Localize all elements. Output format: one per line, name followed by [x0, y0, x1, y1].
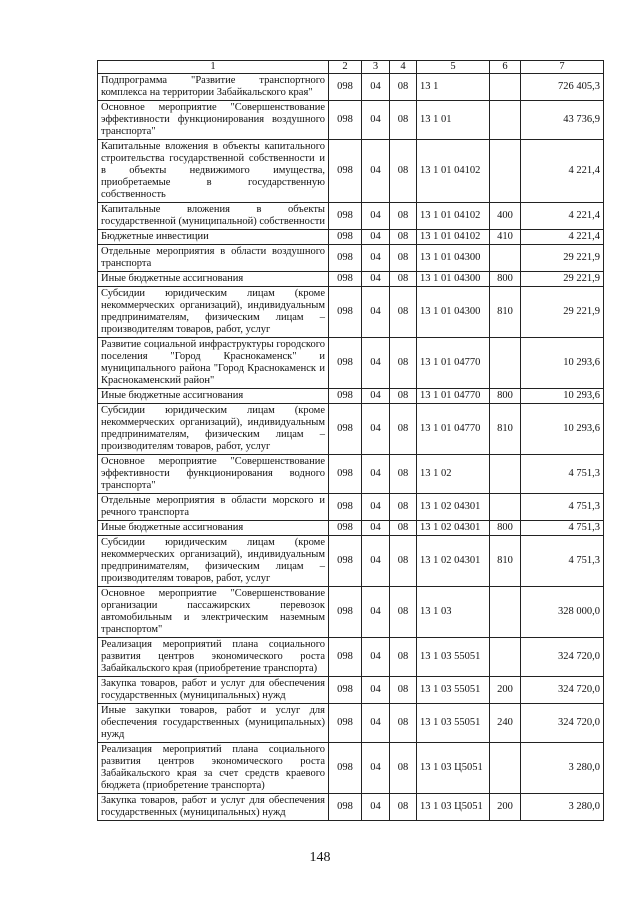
table-row — [98, 287, 604, 338]
row-section-cell: 04 — [362, 794, 390, 821]
row-code-cell: 098 — [329, 338, 362, 389]
row-code-cell: 098 — [329, 389, 362, 404]
row-subsection-cell: 08 — [390, 389, 417, 404]
row-section-cell: 04 — [362, 677, 390, 704]
row-subsection-cell: 08 — [390, 230, 417, 245]
row-section-cell: 04 — [362, 74, 390, 101]
row-amount-cell: 10 293,6 — [521, 404, 604, 455]
row-amount-cell: 4 221,4 — [521, 203, 604, 230]
row-section-cell: 04 — [362, 521, 390, 536]
row-type-cell: 810 — [490, 404, 521, 455]
row-name-cell: Реализация мероприятий плана социального развития центров экономического роста Забайкальского края (приобретение транспорта) — [98, 638, 329, 677]
row-type-cell: 410 — [490, 230, 521, 245]
row-subsection-cell: 08 — [390, 287, 417, 338]
row-target-cell: 13 1 — [417, 74, 490, 101]
column-header: 3 — [362, 61, 390, 74]
table-row — [98, 74, 604, 101]
column-header: 2 — [329, 61, 362, 74]
row-name-cell: Капитальные вложения в объекты государственной (муниципальной) собственности — [98, 203, 329, 230]
row-subsection-cell: 08 — [390, 245, 417, 272]
column-header: 6 — [490, 61, 521, 74]
row-target-cell: 13 1 03 — [417, 587, 490, 638]
row-subsection-cell: 08 — [390, 494, 417, 521]
table-row — [98, 245, 604, 272]
row-target-cell: 13 1 01 04770 — [417, 389, 490, 404]
row-section-cell: 04 — [362, 287, 390, 338]
row-amount-cell: 10 293,6 — [521, 389, 604, 404]
row-type-cell: 810 — [490, 287, 521, 338]
row-target-cell: 13 1 01 04770 — [417, 404, 490, 455]
row-amount-cell: 3 280,0 — [521, 794, 604, 821]
column-header: 5 — [417, 61, 490, 74]
row-amount-cell: 3 280,0 — [521, 743, 604, 794]
row-amount-cell: 324 720,0 — [521, 704, 604, 743]
table-row — [98, 587, 604, 638]
row-type-cell — [490, 743, 521, 794]
row-target-cell: 13 1 01 04102 — [417, 230, 490, 245]
row-target-cell: 13 1 03 55051 — [417, 704, 490, 743]
row-name-cell: Подпрограмма "Развитие транспортного комплекса на территории Забайкальского края" — [98, 74, 329, 101]
column-header: 7 — [521, 61, 604, 74]
row-amount-cell: 4 751,3 — [521, 494, 604, 521]
row-code-cell: 098 — [329, 521, 362, 536]
row-type-cell: 200 — [490, 794, 521, 821]
row-type-cell: 800 — [490, 389, 521, 404]
row-code-cell: 098 — [329, 587, 362, 638]
row-name-cell: Иные бюджетные ассигнования — [98, 389, 329, 404]
row-type-cell — [490, 101, 521, 140]
row-type-cell: 800 — [490, 272, 521, 287]
row-target-cell: 13 1 01 04770 — [417, 338, 490, 389]
row-section-cell: 04 — [362, 743, 390, 794]
row-name-cell: Реализация мероприятий плана социального развития центров экономического роста Забайкальского края за счет средств краевого бюджета (приобретение транспорта) — [98, 743, 329, 794]
row-code-cell: 098 — [329, 404, 362, 455]
row-type-cell — [490, 338, 521, 389]
table-row — [98, 521, 604, 536]
row-type-cell — [490, 638, 521, 677]
table-row — [98, 101, 604, 140]
row-subsection-cell: 08 — [390, 743, 417, 794]
row-subsection-cell: 08 — [390, 140, 417, 203]
row-target-cell: 13 1 01 — [417, 101, 490, 140]
row-amount-cell: 29 221,9 — [521, 272, 604, 287]
row-code-cell: 098 — [329, 230, 362, 245]
row-amount-cell: 29 221,9 — [521, 287, 604, 338]
row-amount-cell: 4 751,3 — [521, 536, 604, 587]
row-name-cell: Субсидии юридическим лицам (кроме некоммерческих организаций), индивидуальным предпринимателям, физическим лицам – производителям товаров, работ, услуг — [98, 404, 329, 455]
row-name-cell: Иные бюджетные ассигнования — [98, 521, 329, 536]
row-target-cell: 13 1 03 55051 — [417, 677, 490, 704]
table-row — [98, 203, 604, 230]
row-type-cell: 800 — [490, 521, 521, 536]
row-name-cell: Основное мероприятие "Совершенствование организации пассажирских перевозок автомобильным и электрическим наземным транспортом" — [98, 587, 329, 638]
row-amount-cell: 324 720,0 — [521, 677, 604, 704]
row-subsection-cell: 08 — [390, 74, 417, 101]
row-section-cell: 04 — [362, 101, 390, 140]
row-name-cell: Развитие социальной инфраструктуры городского поселения "Город Краснокаменск" и муниципального района "Город Краснокаменск и Краснокаменский район" — [98, 338, 329, 389]
row-section-cell: 04 — [362, 638, 390, 677]
row-type-cell — [490, 140, 521, 203]
row-name-cell: Иные бюджетные ассигнования — [98, 272, 329, 287]
row-amount-cell: 324 720,0 — [521, 638, 604, 677]
table-row — [98, 536, 604, 587]
row-section-cell: 04 — [362, 203, 390, 230]
row-section-cell: 04 — [362, 404, 390, 455]
row-code-cell: 098 — [329, 455, 362, 494]
row-subsection-cell: 08 — [390, 455, 417, 494]
row-section-cell: 04 — [362, 389, 390, 404]
budget-table — [97, 60, 604, 821]
row-amount-cell: 4 221,4 — [521, 230, 604, 245]
row-name-cell: Субсидии юридическим лицам (кроме некоммерческих организаций), индивидуальным предпринимателям, физическим лицам – производителям товаров, работ, услуг — [98, 287, 329, 338]
row-target-cell: 13 1 01 04102 — [417, 140, 490, 203]
row-subsection-cell: 08 — [390, 794, 417, 821]
row-section-cell: 04 — [362, 587, 390, 638]
row-target-cell: 13 1 01 04300 — [417, 245, 490, 272]
column-header: 4 — [390, 61, 417, 74]
table-row — [98, 455, 604, 494]
row-code-cell: 098 — [329, 743, 362, 794]
row-code-cell: 098 — [329, 101, 362, 140]
row-target-cell: 13 1 02 04301 — [417, 521, 490, 536]
row-section-cell: 04 — [362, 272, 390, 287]
row-type-cell: 810 — [490, 536, 521, 587]
row-type-cell — [490, 587, 521, 638]
row-subsection-cell: 08 — [390, 638, 417, 677]
row-name-cell: Отдельные мероприятия в области воздушного транспорта — [98, 245, 329, 272]
row-amount-cell: 29 221,9 — [521, 245, 604, 272]
table-row — [98, 494, 604, 521]
row-section-cell: 04 — [362, 455, 390, 494]
row-code-cell: 098 — [329, 140, 362, 203]
table-row — [98, 230, 604, 245]
row-section-cell: 04 — [362, 536, 390, 587]
row-subsection-cell: 08 — [390, 404, 417, 455]
table-row — [98, 794, 604, 821]
table-row — [98, 140, 604, 203]
row-code-cell: 098 — [329, 245, 362, 272]
row-target-cell: 13 1 01 04300 — [417, 287, 490, 338]
row-code-cell: 098 — [329, 287, 362, 338]
row-amount-cell: 328 000,0 — [521, 587, 604, 638]
table-header-row — [98, 61, 604, 74]
row-name-cell: Иные закупки товаров, работ и услуг для обеспечения государственных (муниципальных) нужд — [98, 704, 329, 743]
table-row — [98, 677, 604, 704]
row-type-cell — [490, 245, 521, 272]
row-name-cell: Субсидии юридическим лицам (кроме некоммерческих организаций), индивидуальным предпринимателям, физическим лицам – производителям товаров, работ, услуг — [98, 536, 329, 587]
table-row — [98, 389, 604, 404]
row-name-cell: Отдельные мероприятия в области морского и речного транспорта — [98, 494, 329, 521]
row-subsection-cell: 08 — [390, 338, 417, 389]
page-number: 148 — [309, 850, 331, 865]
row-subsection-cell: 08 — [390, 521, 417, 536]
row-target-cell: 13 1 02 04301 — [417, 536, 490, 587]
row-target-cell: 13 1 01 04102 — [417, 203, 490, 230]
row-section-cell: 04 — [362, 140, 390, 203]
row-amount-cell: 4 221,4 — [521, 140, 604, 203]
row-name-cell: Основное мероприятие "Совершенствование эффективности функционирования воздушного транспорта" — [98, 101, 329, 140]
row-amount-cell: 10 293,6 — [521, 338, 604, 389]
row-amount-cell: 4 751,3 — [521, 521, 604, 536]
row-target-cell: 13 1 01 04300 — [417, 272, 490, 287]
row-amount-cell: 4 751,3 — [521, 455, 604, 494]
row-subsection-cell: 08 — [390, 203, 417, 230]
row-section-cell: 04 — [362, 338, 390, 389]
row-type-cell — [490, 455, 521, 494]
row-section-cell: 04 — [362, 230, 390, 245]
row-code-cell: 098 — [329, 794, 362, 821]
row-subsection-cell: 08 — [390, 704, 417, 743]
row-subsection-cell: 08 — [390, 101, 417, 140]
row-name-cell: Капитальные вложения в объекты капитального строительства государственной собственности и в объекты недвижимого имущества, приобретаемые в государственную собственность — [98, 140, 329, 203]
row-name-cell: Бюджетные инвестиции — [98, 230, 329, 245]
row-section-cell: 04 — [362, 245, 390, 272]
row-subsection-cell: 08 — [390, 587, 417, 638]
table-row — [98, 272, 604, 287]
row-type-cell: 200 — [490, 677, 521, 704]
row-code-cell: 098 — [329, 536, 362, 587]
row-name-cell: Закупка товаров, работ и услуг для обеспечения государственных (муниципальных) нужд — [98, 677, 329, 704]
row-amount-cell: 726 405,3 — [521, 74, 604, 101]
table-row — [98, 743, 604, 794]
row-subsection-cell: 08 — [390, 677, 417, 704]
table-row — [98, 638, 604, 677]
row-code-cell: 098 — [329, 74, 362, 101]
row-code-cell: 098 — [329, 704, 362, 743]
row-code-cell: 098 — [329, 272, 362, 287]
row-name-cell: Основное мероприятие "Совершенствование эффективности функционирования водного транспорта" — [98, 455, 329, 494]
row-code-cell: 098 — [329, 494, 362, 521]
row-target-cell: 13 1 02 04301 — [417, 494, 490, 521]
table-row — [98, 404, 604, 455]
table-body — [98, 74, 604, 821]
table-row — [98, 704, 604, 743]
row-target-cell: 13 1 03 Ц5051 — [417, 794, 490, 821]
row-target-cell: 13 1 03 55051 — [417, 638, 490, 677]
row-amount-cell: 43 736,9 — [521, 101, 604, 140]
row-type-cell: 240 — [490, 704, 521, 743]
table-row — [98, 338, 604, 389]
row-type-cell — [490, 74, 521, 101]
row-section-cell: 04 — [362, 494, 390, 521]
row-subsection-cell: 08 — [390, 272, 417, 287]
row-subsection-cell: 08 — [390, 536, 417, 587]
row-name-cell: Закупка товаров, работ и услуг для обеспечения государственных (муниципальных) нужд — [98, 794, 329, 821]
row-target-cell: 13 1 02 — [417, 455, 490, 494]
row-code-cell: 098 — [329, 677, 362, 704]
row-type-cell: 400 — [490, 203, 521, 230]
row-code-cell: 098 — [329, 638, 362, 677]
row-code-cell: 098 — [329, 203, 362, 230]
column-header: 1 — [98, 61, 329, 74]
row-type-cell — [490, 494, 521, 521]
row-section-cell: 04 — [362, 704, 390, 743]
row-target-cell: 13 1 03 Ц5051 — [417, 743, 490, 794]
